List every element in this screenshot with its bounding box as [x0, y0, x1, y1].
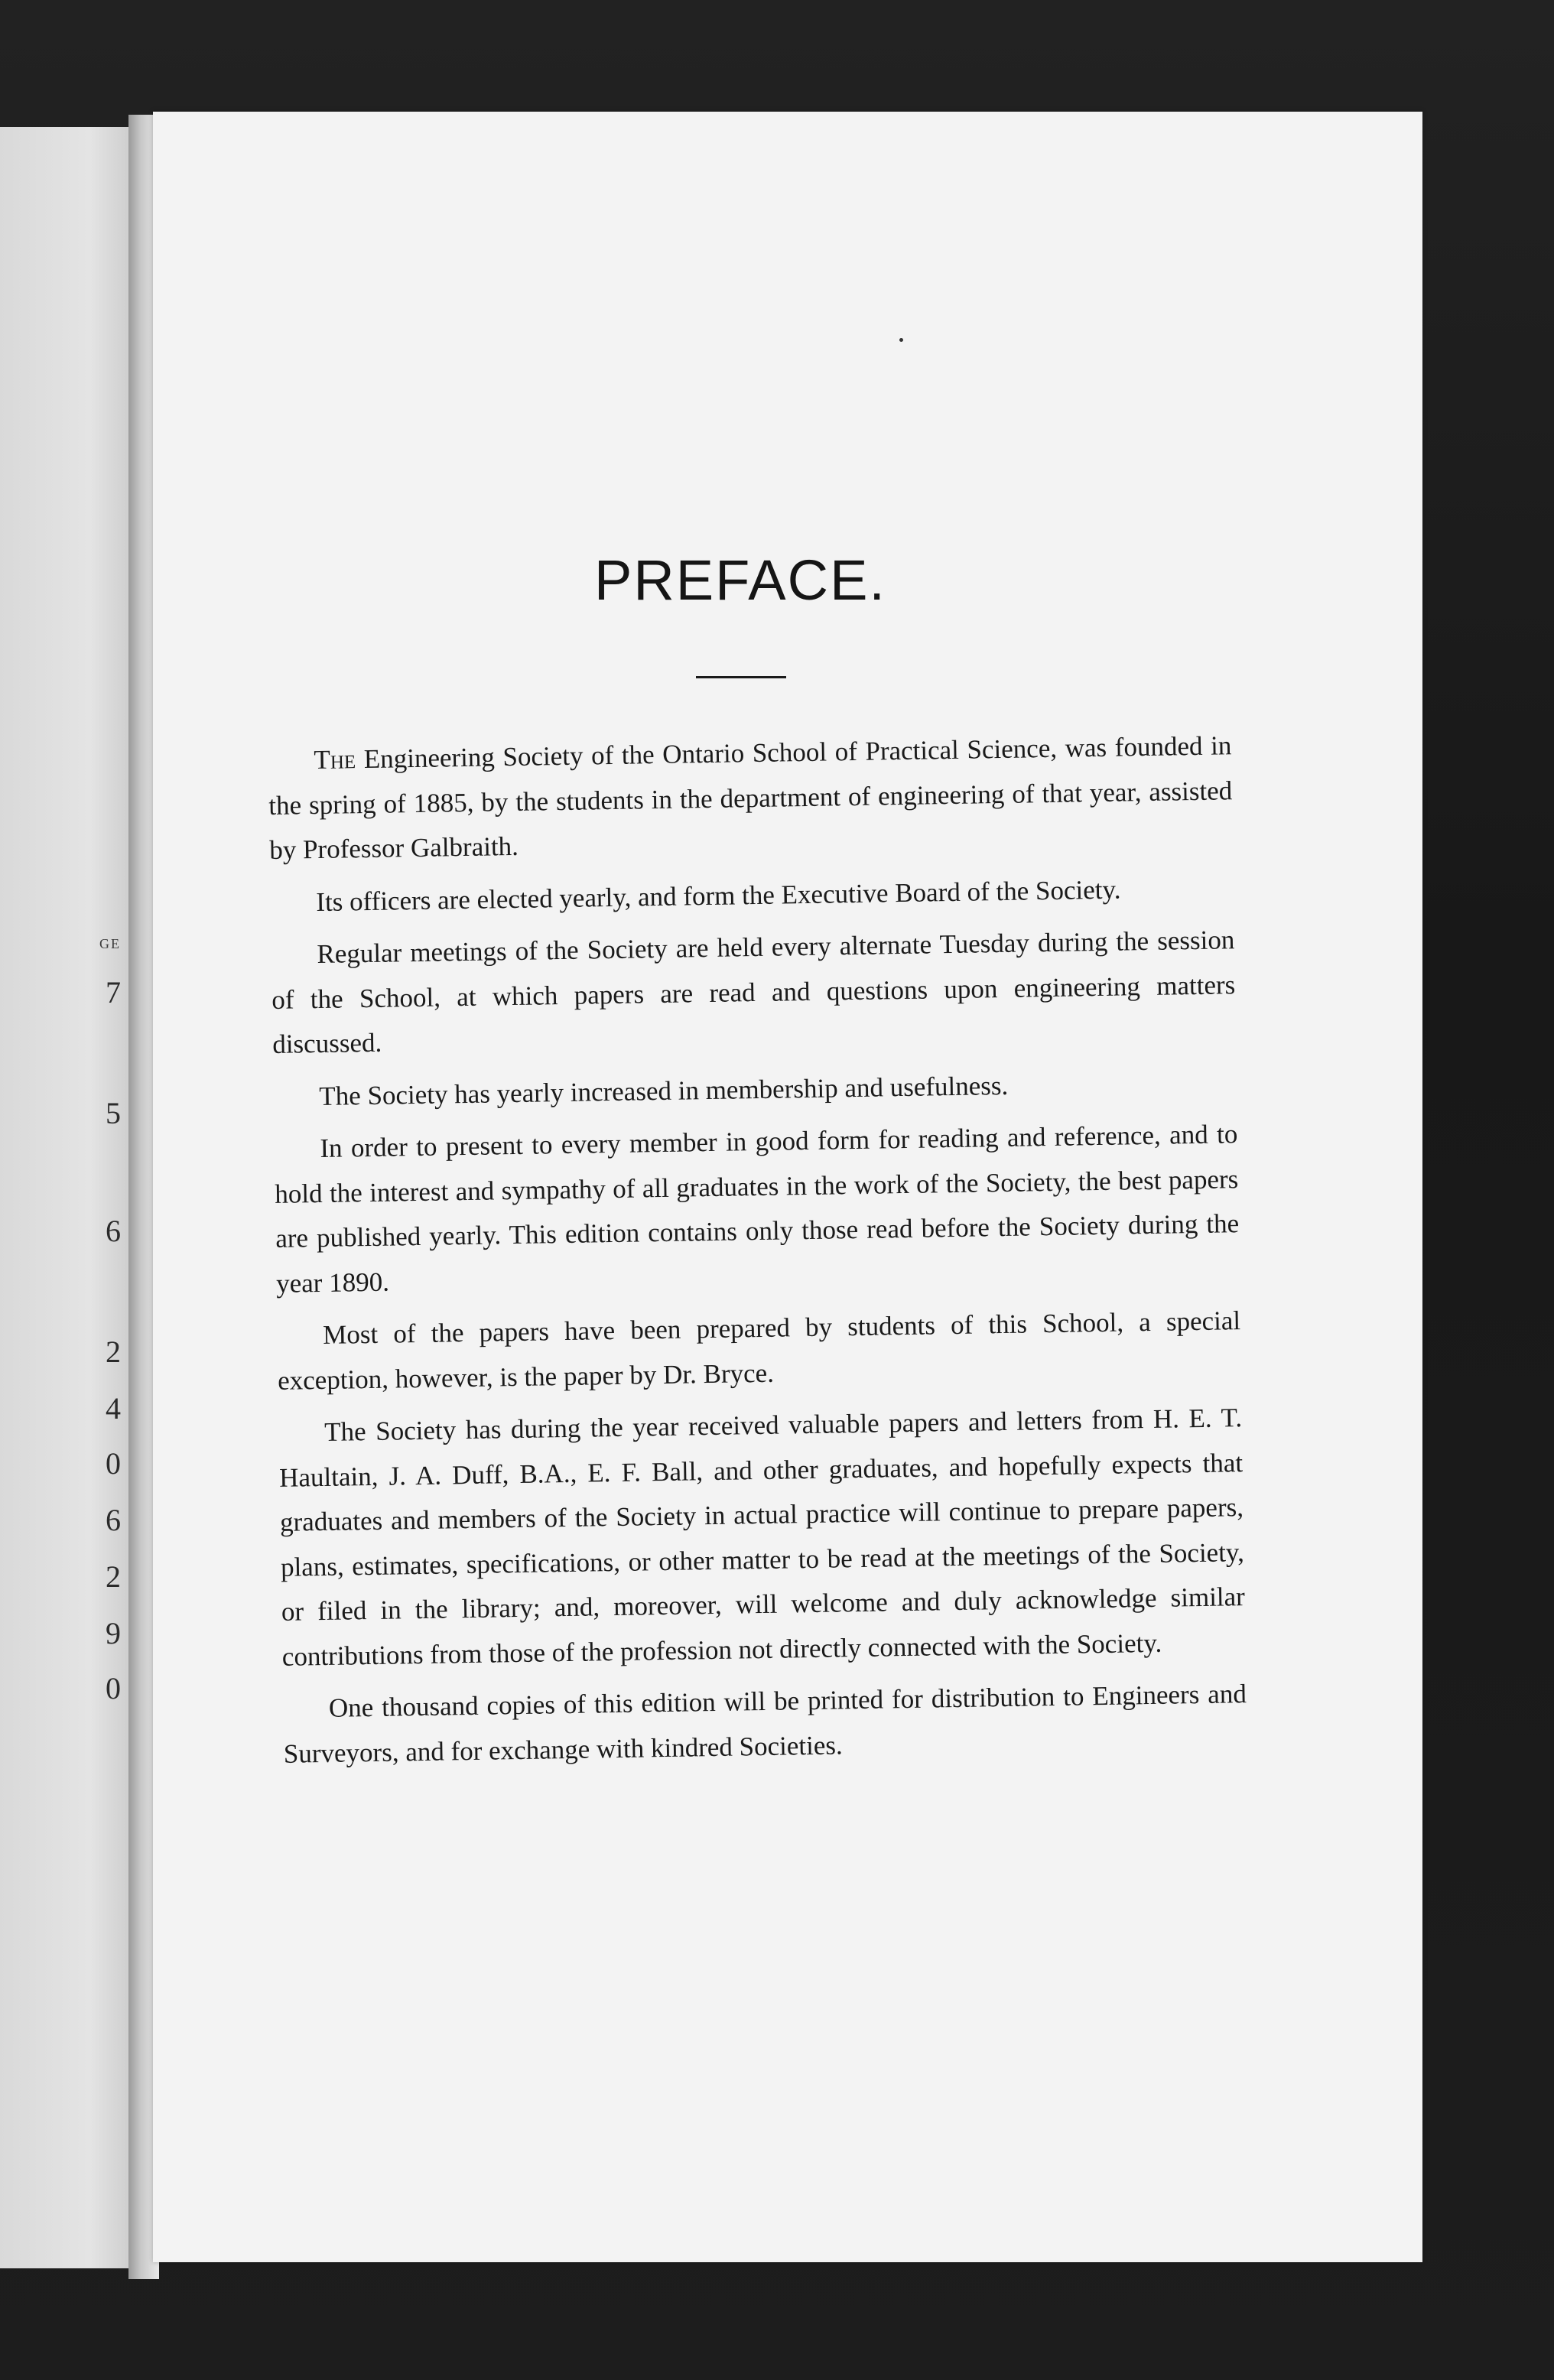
left-page-number: 6: [106, 1214, 121, 1248]
paragraph: [270, 866, 1234, 925]
page-title: PREFACE.: [594, 548, 886, 612]
left-page-number: 5: [106, 1096, 121, 1130]
preface-body: [268, 723, 1247, 1784]
paragraph: [278, 1396, 1246, 1679]
paragraph-text: The Society has yearly increased in membership and usefulness.: [319, 1070, 1009, 1111]
paragraph: [271, 918, 1237, 1067]
paragraph: [277, 1299, 1242, 1403]
left-page-number: 2: [106, 1335, 121, 1369]
paragraph: [274, 1112, 1240, 1306]
paragraph: [268, 723, 1234, 873]
paragraph-text: The Society has during the year received valuable papers and letters from H. E. T. Haultain, J. A. Duff, B.A., E. F. Ball, and other graduates, and hopefully expects that graduates and members of the Society in actual practice will continue to prepare papers, plans, estimates, specifications, or other matter to be read at the meetings of the Society, or filed in the library; and, moreover, will welcome and duly acknowledge similar contributions from those of the profession not directly connected with the Society.: [278, 1403, 1246, 1672]
paragraph: [273, 1060, 1237, 1120]
paragraph-text: Regular meetings of the Society are held every alternate Tuesday during the session of the School, at which papers are read and questions upon engineering matters discussed.: [271, 925, 1236, 1059]
left-page-number: 4: [106, 1391, 121, 1426]
left-page-number: 9: [106, 1616, 121, 1650]
preface-page: [153, 112, 1422, 2262]
paragraph-lead-smallcaps: The: [314, 744, 356, 775]
left-facing-page: [0, 127, 128, 2268]
left-page-header-fragment: GE: [99, 936, 121, 951]
paragraph: [282, 1672, 1247, 1777]
paragraph-text: Its officers are elected yearly, and form the Executive Board of the Society.: [316, 874, 1121, 917]
paragraph-text: Engineering Society of the Ontario School of Practical Science, was founded in the spring of 1885, by the students in the department of engineering of that year, assisted by Professor Galbraith.: [268, 730, 1233, 865]
paragraph-text: In order to present to every member in good form for reading and reference, and to hold the interest and sympathy of all graduates in the work of the Society, the best papers are published yearly. This edition contains only those read before the Society during the year 1890.: [275, 1119, 1240, 1299]
paragraph-text: One thousand copies of this edition will be printed for distribution to Engineers and Surveyors, and for exchange with kindred Societies.: [283, 1679, 1247, 1769]
left-page-number: 6: [106, 1503, 121, 1537]
left-page-number: 2: [106, 1559, 121, 1594]
left-page-number: 7: [106, 975, 121, 1010]
left-page-number: 0: [106, 1446, 121, 1481]
left-page-number: 0: [106, 1671, 121, 1705]
paper-speck: [899, 338, 903, 342]
title-rule-divider: [696, 676, 786, 678]
paragraph-text: Most of the papers have been prepared by students of this School, a special exception, however, is the paper by Dr. Bryce.: [277, 1305, 1241, 1396]
